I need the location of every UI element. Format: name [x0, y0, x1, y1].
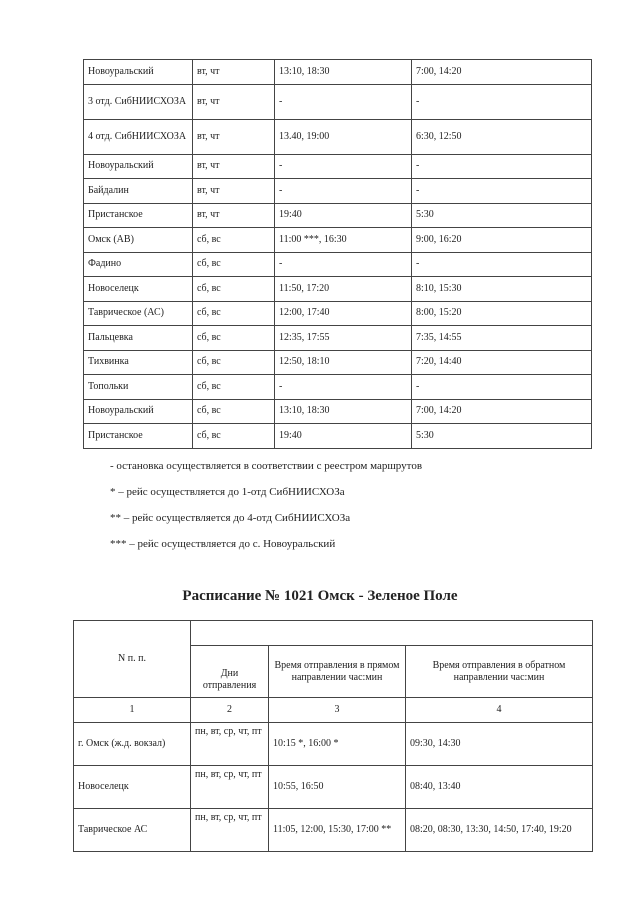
col-number-3: 3 [269, 698, 406, 723]
stop-name: Пристанское [84, 203, 193, 228]
stop-name: Новоуральский [84, 399, 193, 424]
forward-times: 13.40, 19:00 [275, 119, 412, 154]
forward-times: 12:00, 17:40 [275, 301, 412, 326]
forward-times: 10:15 *, 16:00 * [269, 723, 406, 766]
forward-times: 11:05, 12:00, 15:30, 17:00 ** [269, 809, 406, 852]
header-num: N п. п. [74, 621, 191, 698]
back-times: 5:30 [412, 424, 592, 449]
table-row [84, 84, 592, 119]
table-row [84, 60, 592, 85]
stop-name: Таврическое АС [74, 809, 191, 852]
back-times: - [412, 154, 592, 179]
forward-times: 19:40 [275, 203, 412, 228]
table-row [84, 326, 592, 351]
back-times: 5:30 [412, 203, 592, 228]
header-spacer [191, 621, 593, 646]
days: вт, чт [193, 203, 275, 228]
days: вт, чт [193, 60, 275, 85]
days: вт, чт [193, 179, 275, 204]
table-row [74, 723, 593, 766]
stop-name: г. Омск (ж.д. вокзал) [74, 723, 191, 766]
table-row [84, 399, 592, 424]
back-times: - [412, 375, 592, 400]
back-times: 6:30, 12:50 [412, 119, 592, 154]
days: сб, вс [193, 301, 275, 326]
forward-times: 19:40 [275, 424, 412, 449]
forward-times: - [275, 84, 412, 119]
schedule-1021-table [73, 620, 593, 852]
days: пн, вт, ср, чт, пт [191, 809, 269, 852]
table-row [84, 277, 592, 302]
stop-name: Омск (АВ) [84, 228, 193, 253]
forward-times: 11:00 ***, 16:30 [275, 228, 412, 253]
stop-name: Таврическое (АС) [84, 301, 193, 326]
table-row [84, 179, 592, 204]
back-times: 7:35, 14:55 [412, 326, 592, 351]
back-times: - [412, 84, 592, 119]
forward-times: 10:55, 16:50 [269, 766, 406, 809]
forward-times: 13:10, 18:30 [275, 399, 412, 424]
col-number-4: 4 [406, 698, 593, 723]
days: вт, чт [193, 154, 275, 179]
days: сб, вс [193, 375, 275, 400]
forward-times: - [275, 252, 412, 277]
table-row [84, 228, 592, 253]
days: сб, вс [193, 399, 275, 424]
table-row [84, 424, 592, 449]
table-row [84, 203, 592, 228]
stop-name: 4 отд. СибНИИСХОЗА [84, 119, 193, 154]
header-forward: Время отправления в прямом направлении час:мин [269, 646, 406, 698]
footnotes [110, 459, 580, 563]
back-times: 8:00, 15:20 [412, 301, 592, 326]
days: пн, вт, ср, чт, пт [191, 723, 269, 766]
back-times: - [412, 252, 592, 277]
stop-name: Фадино [84, 252, 193, 277]
stop-name: Новоселецк [84, 277, 193, 302]
back-times: 7:00, 14:20 [412, 399, 592, 424]
schedule-table-continued [83, 59, 592, 449]
footnote-stop-registry: - остановка осуществляется в соответствии с реестром маршрутов [110, 460, 423, 472]
schedule-1021-title: Расписание № 1021 Омск - Зеленое Поле [182, 588, 458, 604]
days: сб, вс [193, 350, 275, 375]
footnote-double-star: ** – рейс осуществляется до 4-отд СибНИИСХОЗа [110, 512, 351, 524]
back-times: 9:00, 16:20 [412, 228, 592, 253]
table-row [74, 766, 593, 809]
table-row [84, 252, 592, 277]
stop-name: 3 отд. СибНИИСХОЗА [84, 84, 193, 119]
stop-name: Байдалин [84, 179, 193, 204]
table-row [84, 301, 592, 326]
header-days: Дни отправления [191, 646, 269, 698]
back-times: 09:30, 14:30 [406, 723, 593, 766]
table-row [84, 154, 592, 179]
back-times: 08:20, 08:30, 13:30, 14:50, 17:40, 19:20 [406, 809, 593, 852]
back-times: 8:10, 15:30 [412, 277, 592, 302]
days: сб, вс [193, 252, 275, 277]
col-number-2: 2 [191, 698, 269, 723]
forward-times: - [275, 154, 412, 179]
header-back: Время отправления в обратном направлении час:мин [406, 646, 593, 698]
table-row [84, 375, 592, 400]
footnote-single-star: * – рейс осуществляется до 1-отд СибНИИСХОЗа [110, 486, 345, 498]
days: вт, чт [193, 119, 275, 154]
stop-name: Пристанское [84, 424, 193, 449]
stop-name: Новоселецк [74, 766, 191, 809]
forward-times: - [275, 375, 412, 400]
days: сб, вс [193, 228, 275, 253]
back-times: - [412, 179, 592, 204]
days: сб, вс [193, 424, 275, 449]
back-times: 7:00, 14:20 [412, 60, 592, 85]
days: сб, вс [193, 326, 275, 351]
forward-times: 13:10, 18:30 [275, 60, 412, 85]
header-top-row [74, 621, 593, 646]
stop-name: Тихвинка [84, 350, 193, 375]
back-times: 7:20, 14:40 [412, 350, 592, 375]
forward-times: 11:50, 17:20 [275, 277, 412, 302]
days: вт, чт [193, 84, 275, 119]
stop-name: Пальцевка [84, 326, 193, 351]
stop-name: Новоуральский [84, 60, 193, 85]
days: пн, вт, ср, чт, пт [191, 766, 269, 809]
stop-name: Топольки [84, 375, 193, 400]
days: сб, вс [193, 277, 275, 302]
table-row [74, 809, 593, 852]
back-times: 08:40, 13:40 [406, 766, 593, 809]
forward-times: 12:50, 18:10 [275, 350, 412, 375]
table-row [84, 350, 592, 375]
column-number-row [74, 698, 593, 723]
col-number-1: 1 [74, 698, 191, 723]
forward-times: 12:35, 17:55 [275, 326, 412, 351]
footnote-triple-star: *** – рейс осуществляется до с. Новоуральский [110, 538, 336, 550]
stop-name: Новоуральский [84, 154, 193, 179]
forward-times: - [275, 179, 412, 204]
schedule-table-body [84, 60, 592, 449]
table-row [84, 119, 592, 154]
